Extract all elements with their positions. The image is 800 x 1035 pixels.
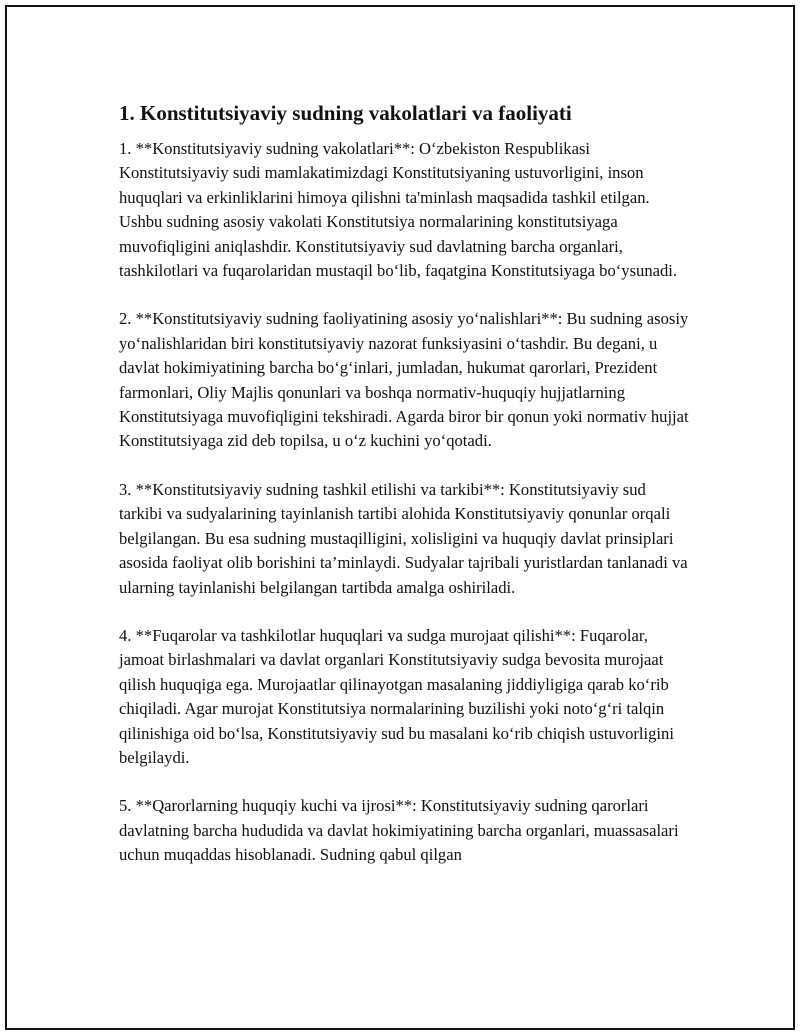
paragraph-2: 2. **Konstitutsiyaviy sudning faoliyatining asosiy yo‘nalishlari**: Bu sudning asosiy yo‘nalishlaridan biri konstitutsiyaviy nazorat funksiyasini o‘tashdir. Bu degani, u davlat hokimiyatining barcha bo‘g‘inlari, jumladan, hukumat qarorlari, Prezident farmonlari, Oliy Majlis qonunlari va boshqa normativ-huquqiy hujjatlarning Konstitutsiyaga muvofiqligini tekshiradi. Agarda biror bir qonun yoki normativ hujjat Konstitutsiyaga zid deb topilsa, u o‘z kuchini yo‘qotadi. [119,309,689,451]
page-frame [5,5,795,1030]
paragraph-3: 3. **Konstitutsiyaviy sudning tashkil etilishi va tarkibi**: Konstitutsiyaviy sud tarkibi va sudyalarining tayinlanish tartibi alohida Konstitutsiyaviy qonunlar orqali belgilangan. Bu esa sudning mustaqilligini, xolisligini va huquqiy davlat prinsiplari asosida faoliyat olib borishini ta’minlaydi. Sudyalar tajribali yuristlardan tanlanadi va ularning tayinlanishi belgilangan tartibda amalga oshiriladi. [119,479,688,597]
document-body [119,99,689,868]
paragraph-1: 1. **Konstitutsiyaviy sudning vakolatlari**: O‘zbekiston Respublikasi Konstitutsiyaviy sudi mamlakatimizdagi Konstitutsiyaning ustuvorligini, inson huquqlari va erkinliklarini himoya qilishni ta'minlash maqsadida tashkil etilgan. Ushbu sudning asosiy vakolati Konstitutsiya normalarining konstitutsiyaga muvofiqligini aniqlashdir. Konstitutsiyaviy sud davlatning barcha organlari, tashkilotlari va fuqarolaridan mustaqil bo‘lib, faqatgina Konstitutsiyaga bo‘ysunadi. [119,139,678,281]
section-heading: 1. Konstitutsiyaviy sudning vakolatlari va faoliyati [119,101,572,125]
paragraph-5: 5. **Qarorlarning huquqiy kuchi va ijrosi**: Konstitutsiyaviy sudning qarorlari davlatning barcha hududida va davlat hokimiyatining barcha organlari, muassasalari uchun muqaddas hisoblanadi. Sudning qabul qilgan [119,796,679,865]
paragraph-4: 4. **Fuqarolar va tashkilotlar huquqlari va sudga murojaat qilishi**: Fuqarolar, jamoat birlashmalari va davlat organlari Konstitutsiyaviy sudga bevosita murojaat qilish huquqiga ega. Murojaatlar qilinayotgan masalaning jiddiyligiga qarab ko‘rib chiqiladi. Agar murojat Konstitutsiya normalarining buzilishi yoki noto‘g‘ri talqin qilinishiga oid bo‘lsa, Konstitutsiyaviy sud bu masalani ko‘rib chiqish ustuvorligini belgilaydi. [119,625,674,767]
